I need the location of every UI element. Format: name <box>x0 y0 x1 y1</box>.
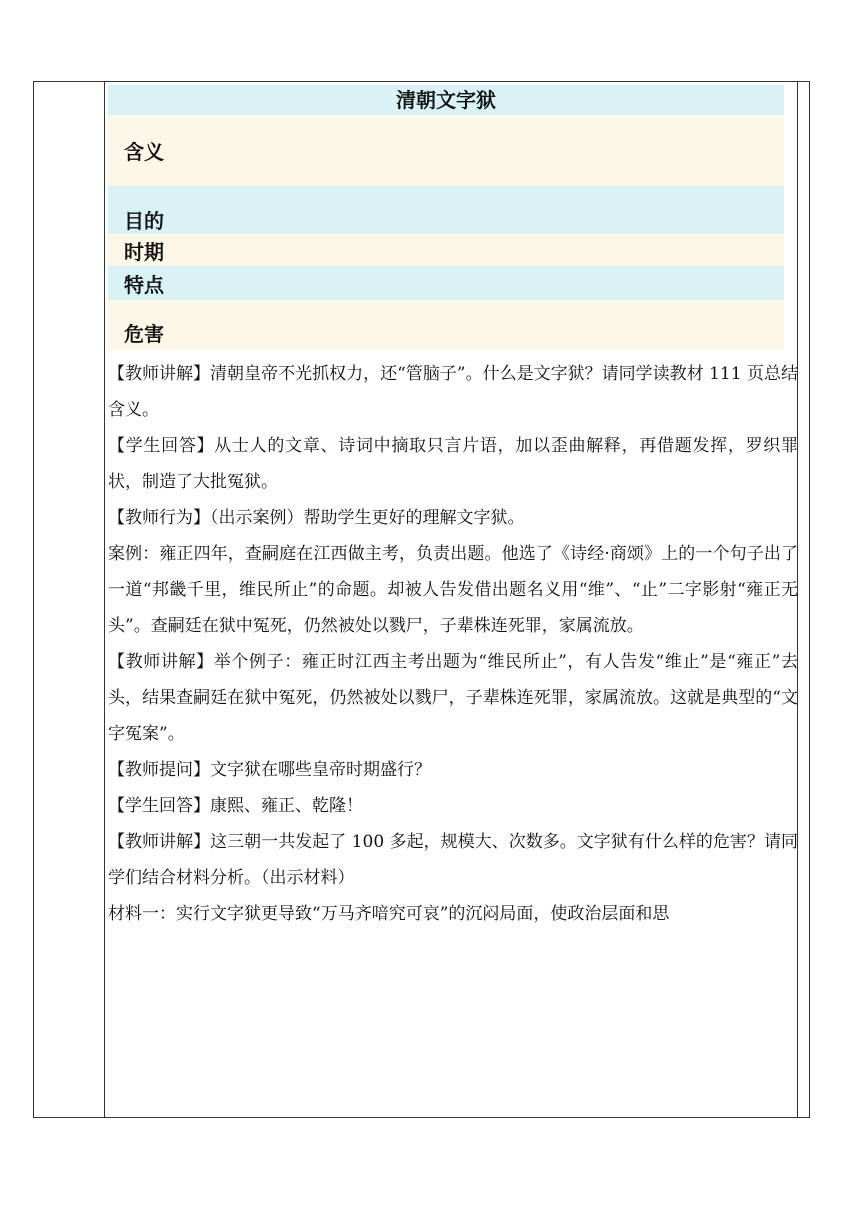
paragraph: 【教师讲解】这三朝一共发起了 100 多起，规模大、次数多。文字狱有什么样的危害？请同学们结合材料分析。（出示材料） <box>108 832 798 888</box>
row-content-cell <box>180 115 784 186</box>
row-label: 含义 <box>124 140 164 164</box>
paragraph: 案例：雍正四年，查嗣庭在江西做主考，负责出题。他选了《诗经·商颂》上的一个句子出了一道“邦畿千里，维民所止”的命题。却被人告发借出题名义用“维”、“止”二字影射“雍正无头”。查嗣廷在狱中冤死，仍然被处以戮尸，子辈株连死罪，家属流放。 <box>108 544 798 636</box>
paragraph: 【教师讲解】清朝皇帝不光抓权力，还“管脑子”。什么是文字狱？请同学读教材 111 页总结含义。 <box>108 364 798 420</box>
row-label: 特点 <box>124 272 164 297</box>
paragraph: 材料一：实行文字狱更导致“万马齐喑究可哀”的沉闷局面，使政治层面和思 <box>108 904 670 924</box>
table-row-purpose <box>108 186 784 234</box>
paragraph: 【学生回答】从士人的文章、诗词中摘取只言片语，加以歪曲解释，再借题发挥，罗织罪状，制造了大批冤狱。 <box>108 436 798 492</box>
table-title: 清朝文字狱 <box>108 85 784 115</box>
row-content-cell <box>180 300 784 350</box>
lesson-text <box>108 356 798 932</box>
row-content-cell <box>180 186 784 234</box>
table-row-meaning <box>108 115 784 186</box>
table-row-harm <box>108 300 784 350</box>
table-row-period <box>108 234 784 266</box>
paragraph: 【教师讲解】举个例子：雍正时江西主考出题为“维民所止”，有人告发“维止”是“雍正”去头，结果查嗣廷在狱中冤死，仍然被处以戮尸，子辈株连死罪，家属流放。这就是典型的“文字冤案”。 <box>108 652 798 744</box>
column-divider-left <box>104 82 105 1117</box>
row-content-cell <box>180 234 784 266</box>
row-label: 危害 <box>124 321 164 346</box>
row-content-cell <box>180 266 784 300</box>
paragraph: 【教师行为】（出示案例）帮助学生更好的理解文字狱。 <box>108 508 525 528</box>
paragraph: 【学生回答】康熙、雍正、乾隆！ <box>108 796 363 816</box>
paragraph: 【教师提问】文字狱在哪些皇帝时期盛行？ <box>108 760 431 780</box>
row-label: 目的 <box>124 208 164 233</box>
table-row-features <box>108 266 784 300</box>
row-label: 时期 <box>124 239 164 264</box>
summary-table <box>108 85 784 350</box>
